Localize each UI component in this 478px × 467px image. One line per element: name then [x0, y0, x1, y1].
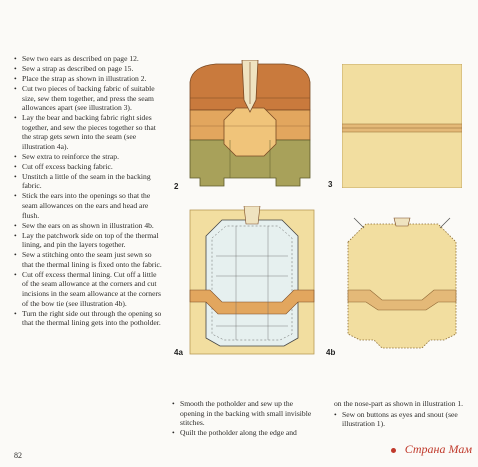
illustration-3: [328, 64, 462, 189]
instruction-item: • Cut two pieces of backing fabric of suitable size, sew them together, and press the seam allowances apart (see illustration 3).: [14, 84, 162, 113]
instruction-item: • Unstitch a little of the seam in the backing fabric.: [14, 172, 162, 191]
instruction-item: • Quilt the potholder along the edge and: [172, 428, 318, 438]
middle-instruction-list: [172, 399, 318, 438]
instruction-item: • Sew two ears as described on page 12.: [14, 54, 162, 64]
left-instructions: [14, 54, 162, 328]
instruction-item: • Lay the bear and backing fabric right sides together, and sew the pieces together so that the strap gets sewn into the seam (see illustration 4a).: [14, 113, 162, 151]
watermark: Страна Мам: [404, 442, 472, 456]
instruction-item: • Lay the patchwork side on top of the thermal lining, and pin the layers together.: [14, 231, 162, 250]
instruction-item: • Sew a strap as described on page 15.: [14, 64, 162, 74]
instruction-item: • Sew extra to reinforce the strap.: [14, 152, 162, 162]
page-number: 82: [14, 451, 22, 460]
instruction-item: • Stick the ears into the openings so that the seam allowances on the ears and head are flush.: [14, 191, 162, 220]
illustration-3-label: 3: [328, 180, 333, 189]
instruction-item: • Sew a stitching onto the seam just sewn so that the thermal lining is fixed onto the fabric.: [14, 250, 162, 269]
illustration-4b: [326, 214, 470, 357]
illustration-2: [174, 60, 314, 192]
middle-instructions: [172, 399, 318, 438]
instruction-item: • Smooth the potholder and sew up the opening in the backing with small invisible stitches.: [172, 399, 318, 428]
instruction-item: • Turn the right side out through the opening so that the thermal lining gets into the potholder.: [14, 309, 162, 328]
watermark-dot-icon: [391, 448, 396, 453]
illustration-4a-label: 4a: [174, 348, 183, 357]
instruction-item: • Sew the ears on as shown in illustration 4b.: [14, 221, 162, 231]
left-instruction-list: [14, 54, 162, 328]
illustration-4a: [174, 206, 318, 358]
illustration-2-label: 2: [174, 182, 179, 191]
illustration-4b-label: 4b: [326, 348, 336, 357]
right-continued-text: on the nose-part as shown in illustration 1.: [334, 399, 464, 408]
instruction-item: • Cut off excess thermal lining. Cut off a little of the seam allowance at the corners and cut incisions in the seam allowance at the corners of the bow tie (see illustration 4b).: [14, 270, 162, 308]
instruction-item: • Place the strap as shown in illustration 2.: [14, 74, 162, 84]
instruction-item: • Cut off excess backing fabric.: [14, 162, 162, 172]
right-instruction-list: [334, 410, 474, 429]
instruction-item: • Sew on buttons as eyes and snout (see illustration 1).: [334, 410, 474, 429]
right-instructions: [334, 399, 474, 429]
